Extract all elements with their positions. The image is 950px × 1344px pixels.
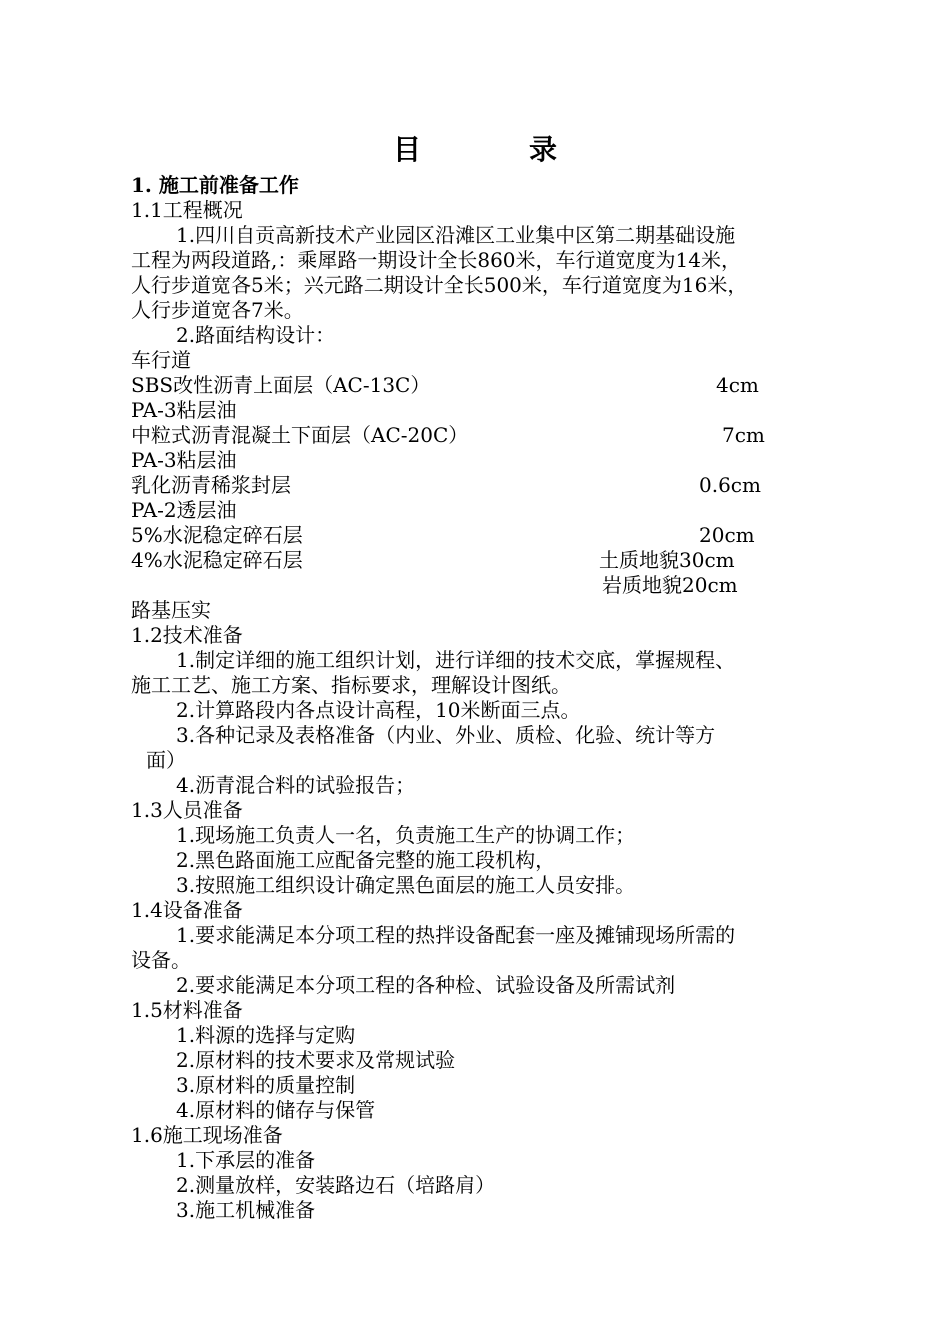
layer-name: PA-3粘层油 xyxy=(131,398,237,422)
list-item: 1.下承层的准备 xyxy=(176,1148,316,1172)
layer-row xyxy=(131,473,831,498)
layer-value: 岩质地貌20cm xyxy=(602,573,738,597)
list-item: 2.计算路段内各点设计高程，10米断面三点。 xyxy=(176,698,581,722)
layer-value: 4cm xyxy=(716,373,759,397)
page-title: 目 录 xyxy=(392,133,597,166)
subgrade-label: 路基压实 xyxy=(131,598,211,622)
paragraph-line: 工程为两段道路,：乘犀路一期设计全长860米，车行道宽度为14米， xyxy=(131,248,741,272)
list-item: 3.施工机械准备 xyxy=(176,1198,316,1222)
paragraph-line: 人行步道宽各7米。 xyxy=(131,298,304,322)
list-item: 2.原材料的技术要求及常规试验 xyxy=(176,1048,456,1072)
list-item: 设备。 xyxy=(131,948,191,972)
layer-name: PA-2透层油 xyxy=(131,498,237,522)
roadway-label: 车行道 xyxy=(131,348,191,372)
list-item: 4.沥青混合料的试验报告； xyxy=(176,773,416,797)
list-item: 3.原材料的质量控制 xyxy=(176,1073,356,1097)
layer-value: 20cm xyxy=(699,523,755,547)
list-item: 4.原材料的储存与保管 xyxy=(176,1098,376,1122)
section-1-6-heading: 1.6施工现场准备 xyxy=(131,1123,283,1147)
layer-value: 0.6cm xyxy=(699,473,761,497)
paragraph-line: 2.路面结构设计： xyxy=(176,323,336,347)
layer-row xyxy=(131,448,831,473)
section-1-heading: 1. 施工前准备工作 xyxy=(131,173,299,197)
list-item: 2.测量放样，安装路边石（培路肩） xyxy=(176,1173,496,1197)
layer-row xyxy=(131,423,831,448)
layer-name: PA-3粘层油 xyxy=(131,448,237,472)
section-1-2-heading: 1.2技术准备 xyxy=(131,623,243,647)
layer-row xyxy=(131,498,831,523)
list-item: 1.要求能满足本分项工程的热拌设备配套一座及摊铺现场所需的 xyxy=(176,923,736,947)
layer-row xyxy=(131,373,831,398)
list-item: 1.制定详细的施工组织计划，进行详细的技术交底，掌握规程、 xyxy=(176,648,736,672)
layer-row xyxy=(131,548,831,573)
layer-row xyxy=(131,573,831,598)
section-1-3-heading: 1.3人员准备 xyxy=(131,798,243,822)
layer-row xyxy=(131,398,831,423)
list-item: 1.现场施工负责人一名，负责施工生产的协调工作； xyxy=(176,823,636,847)
paragraph-line: 1.四川自贡高新技术产业园区沿滩区工业集中区第二期基础设施 xyxy=(176,223,736,247)
list-item: 2.要求能满足本分项工程的各种检、试验设备及所需试剂 xyxy=(176,973,676,997)
section-1-1-heading: 1.1工程概况 xyxy=(131,198,243,222)
layer-row xyxy=(131,523,831,548)
list-item: 面） xyxy=(146,748,186,772)
layer-value: 土质地貌30cm xyxy=(599,548,735,572)
list-item: 施工工艺、施工方案、指标要求，理解设计图纸。 xyxy=(131,673,571,697)
list-item: 2.黑色路面施工应配备完整的施工段机构， xyxy=(176,848,556,872)
layer-name: 乳化沥青稀浆封层 xyxy=(131,473,291,497)
document-body xyxy=(131,173,831,1223)
list-item: 3.各种记录及表格准备（内业、外业、质检、化验、统计等方 xyxy=(176,723,716,747)
layer-value: 7cm xyxy=(722,423,765,447)
section-1-5-heading: 1.5材料准备 xyxy=(131,998,243,1022)
layer-name: 4%水泥稳定碎石层 xyxy=(131,548,303,572)
layer-name: 5%水泥稳定碎石层 xyxy=(131,523,303,547)
layer-name: SBS改性沥青上面层（AC-13C） xyxy=(131,373,431,397)
layer-name: 中粒式沥青混凝土下面层（AC-20C） xyxy=(131,423,469,447)
list-item: 3.按照施工组织设计确定黑色面层的施工人员安排。 xyxy=(176,873,636,897)
list-item: 1.料源的选择与定购 xyxy=(176,1023,356,1047)
section-1-4-heading: 1.4设备准备 xyxy=(131,898,243,922)
paragraph-line: 人行步道宽各5米；兴元路二期设计全长500米，车行道宽度为16米， xyxy=(131,273,748,297)
